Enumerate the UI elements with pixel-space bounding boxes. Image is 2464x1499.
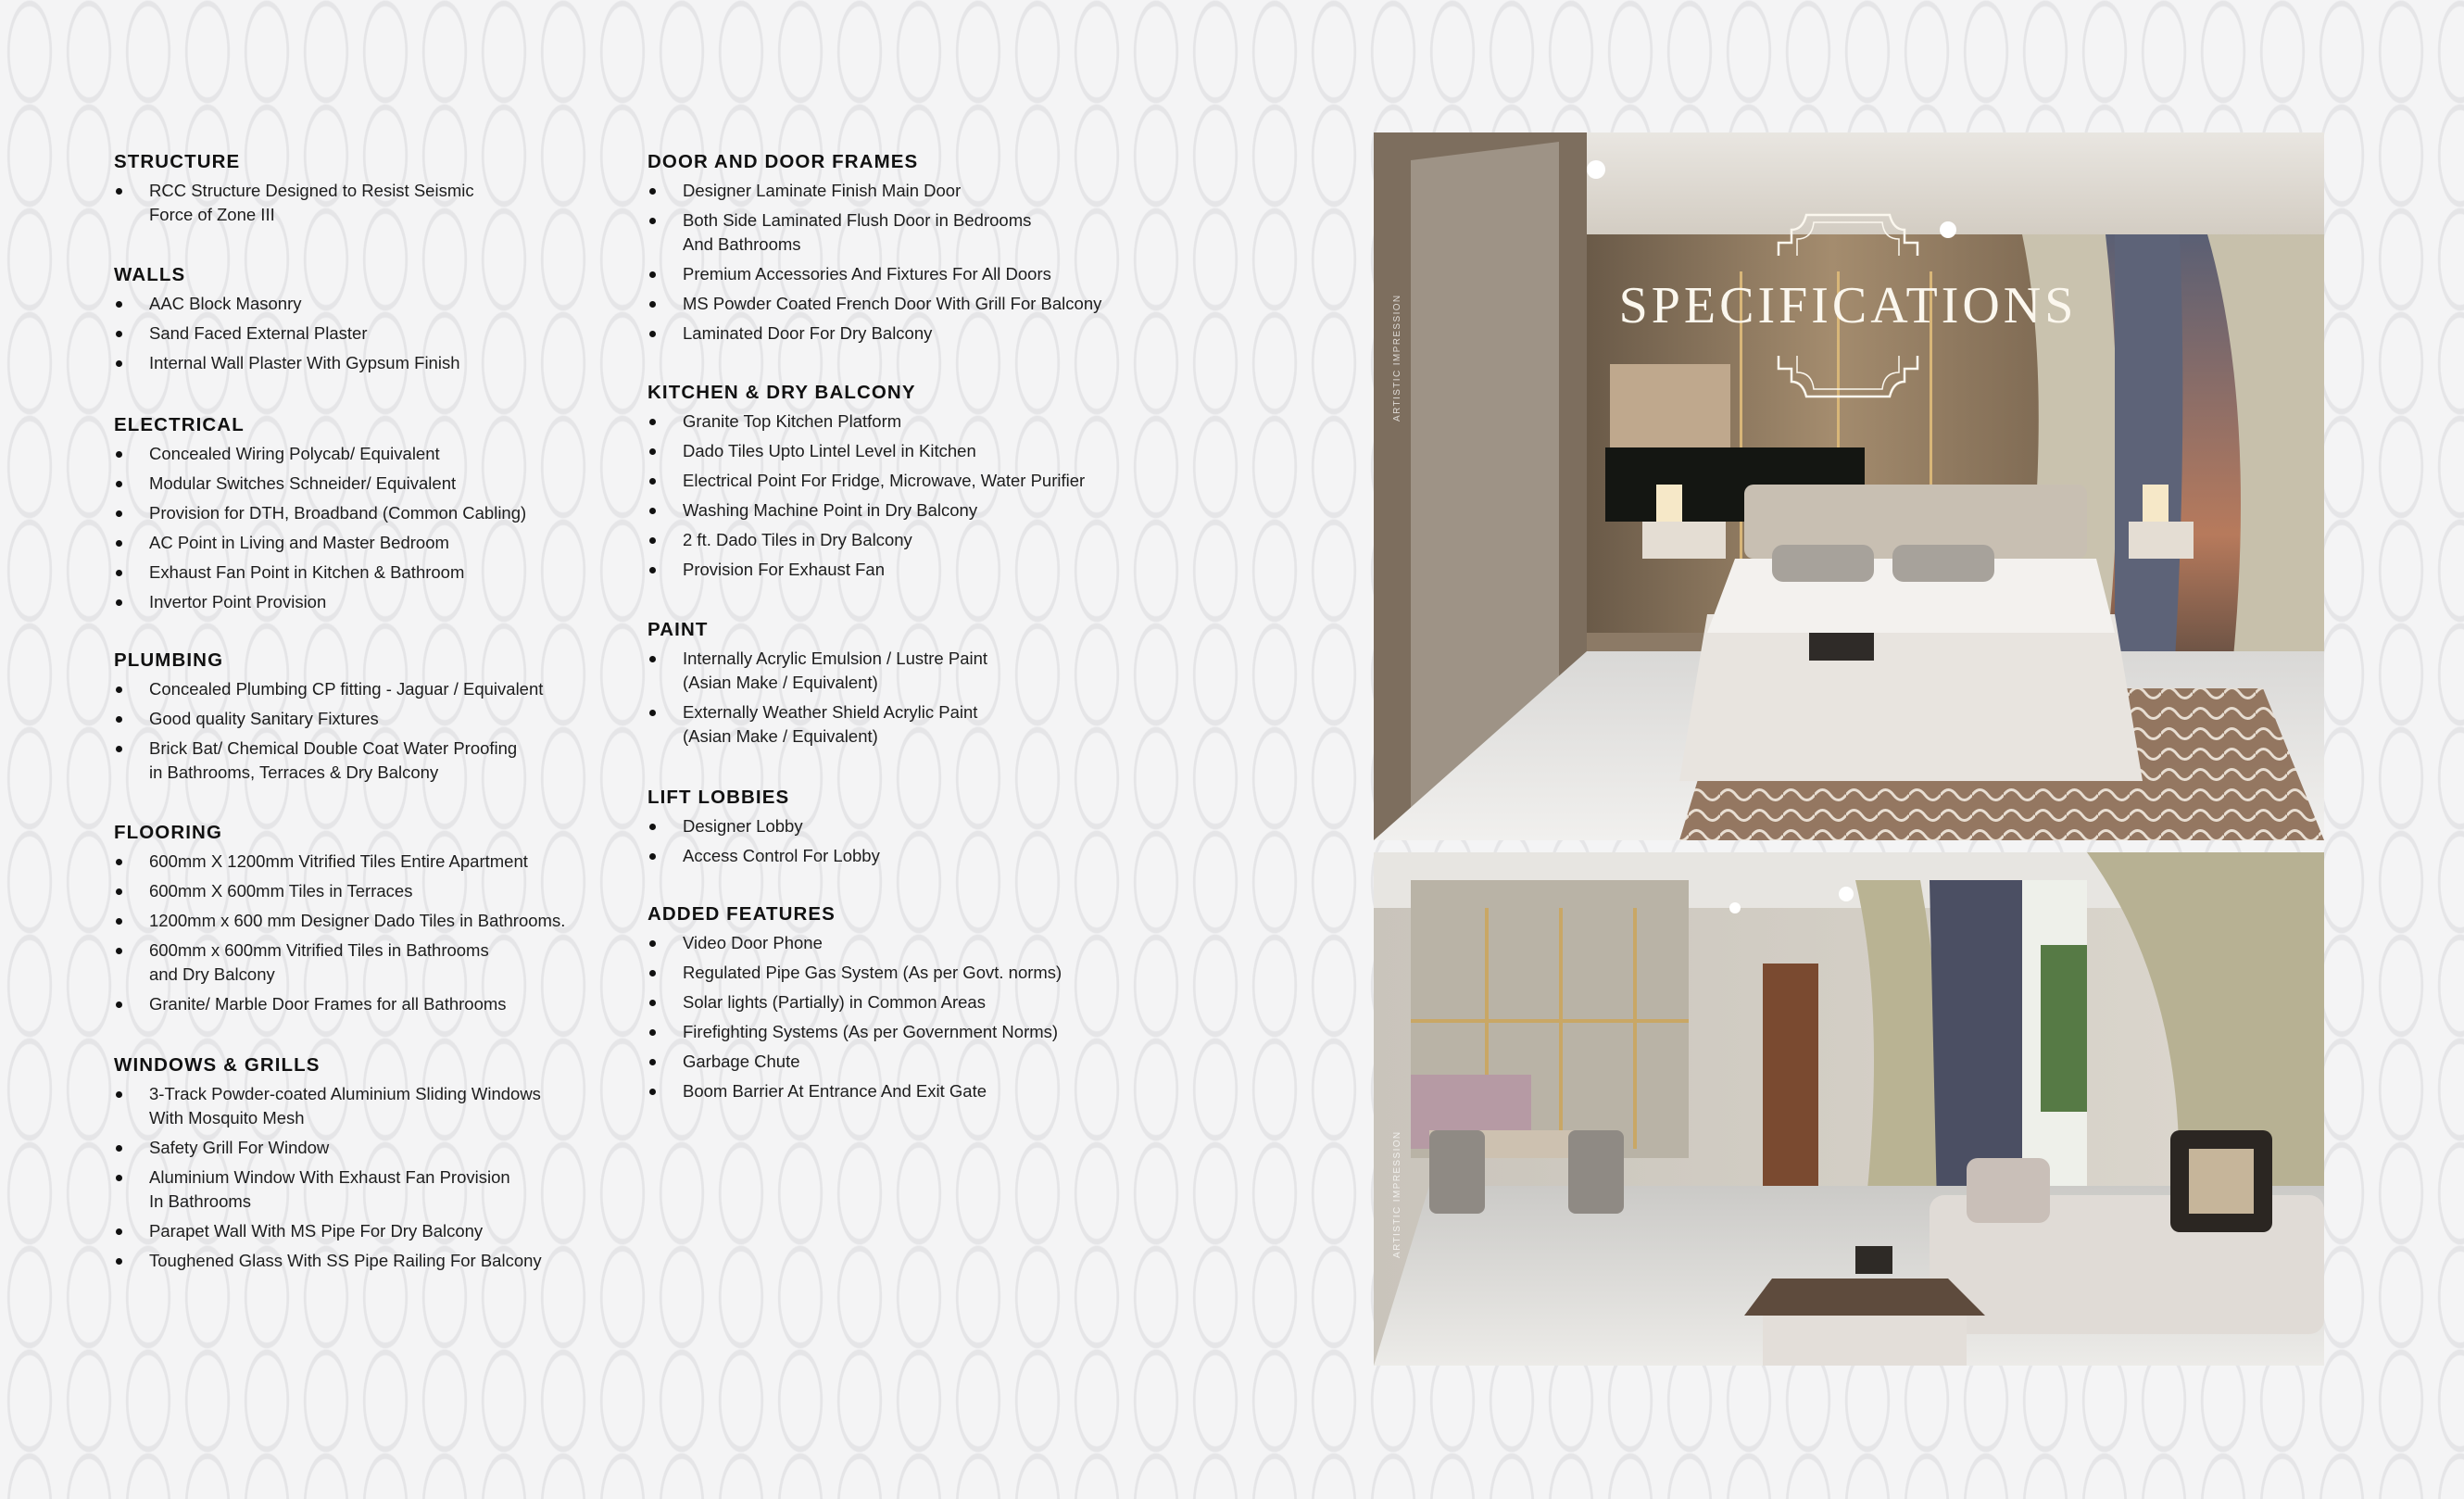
spec-item: Granite Top Kitchen Platform [647,409,1166,434]
spec-item: Garbage Chute [647,1050,1166,1074]
spec-item: RCC Structure Designed to Resist Seismic Force of Zone III [114,179,596,227]
spec-item: 600mm x 600mm Vitrified Tiles in Bathrooms and Dry Balcony [114,938,596,987]
spec-list [647,179,1166,346]
spec-list [114,179,596,227]
spec-list [114,677,596,785]
spec-item: Granite/ Marble Door Frames for all Bathrooms [114,992,596,1016]
spec-list [114,292,596,375]
spec-item: Solar lights (Partially) in Common Areas [647,990,1166,1014]
spec-item: Concealed Wiring Polycab/ Equivalent [114,442,596,466]
living-room-photo [1374,852,2324,1366]
spec-item: Dado Tiles Upto Lintel Level in Kitchen [647,439,1166,463]
spec-section-lift-lobbies [647,786,1166,874]
ornament-bottom [1769,345,1927,409]
spec-section-flooring [114,821,596,1022]
spec-item: Internally Acrylic Emulsion / Lustre Paint (Asian Make / Equivalent) [647,647,1166,695]
spec-list [647,409,1166,582]
spec-item: Boom Barrier At Entrance And Exit Gate [647,1079,1166,1103]
spec-item: Firefighting Systems (As per Government Norms) [647,1020,1166,1044]
spec-item: Parapet Wall With MS Pipe For Dry Balcony [114,1219,596,1243]
spec-item: Video Door Phone [647,931,1166,955]
spec-item: 600mm X 600mm Tiles in Terraces [114,879,596,903]
section-heading: ADDED FEATURES [647,903,836,925]
spec-item: Toughened Glass With SS Pipe Railing For Balcony [114,1249,596,1273]
spec-section-paint [647,618,1166,754]
spec-item: Both Side Laminated Flush Door in Bedrooms And Bathrooms [647,208,1166,257]
spec-list [114,850,596,1016]
page-title: SPECIFICATIONS [1618,277,2078,334]
section-heading: WINDOWS & GRILLS [114,1054,321,1076]
spec-item: Aluminium Window With Exhaust Fan Provision In Bathrooms [114,1165,596,1214]
spec-item: Regulated Pipe Gas System (As per Govt. norms) [647,961,1166,985]
spec-item: Provision for DTH, Broadband (Common Cabling) [114,501,596,525]
spec-list [647,931,1166,1103]
spec-item: Sand Faced External Plaster [114,321,596,346]
spec-item: Externally Weather Shield Acrylic Paint (Asian Make / Equivalent) [647,700,1166,749]
ornament-top [1769,202,1927,267]
spec-list [647,814,1166,868]
spec-item: MS Powder Coated French Door With Grill For Balcony [647,292,1166,316]
spec-section-walls [114,263,596,381]
spec-section-kitchen-dry-balcony [647,381,1166,587]
spec-item: 3-Track Powder-coated Aluminium Sliding Windows With Mosquito Mesh [114,1082,596,1130]
spec-item: 600mm X 1200mm Vitrified Tiles Entire Apartment [114,850,596,874]
spec-item: Exhaust Fan Point in Kitchen & Bathroom [114,561,596,585]
spec-list [647,647,1166,749]
spec-item: Designer Laminate Finish Main Door [647,179,1166,203]
living-room-illustration [1374,852,2324,1366]
spec-item: Modular Switches Schneider/ Equivalent [114,472,596,496]
spec-list [114,1082,596,1273]
spec-item: Invertor Point Provision [114,590,596,614]
section-heading: WALLS [114,264,186,285]
spec-section-door-and-door-frames [647,150,1166,351]
spec-item: Good quality Sanitary Fixtures [114,707,596,731]
spec-item: Washing Machine Point in Dry Balcony [647,498,1166,523]
spec-item: Designer Lobby [647,814,1166,838]
spec-item: Access Control For Lobby [647,844,1166,868]
spec-item: Laminated Door For Dry Balcony [647,321,1166,346]
spec-item: Brick Bat/ Chemical Double Coat Water Proofing in Bathrooms, Terraces & Dry Balcony [114,737,596,785]
section-heading: ELECTRICAL [114,414,245,435]
section-heading: DOOR AND DOOR FRAMES [647,151,919,172]
spec-item: Concealed Plumbing CP fitting - Jaguar / Equivalent [114,677,596,701]
spec-section-structure [114,150,596,233]
section-heading: PAINT [647,619,709,640]
spec-item: Provision For Exhaust Fan [647,558,1166,582]
spec-section-electrical [114,413,596,620]
photo-watermark-2: ARTISTIC IMPRESSION [1392,1130,1402,1258]
spec-item: Electrical Point For Fridge, Microwave, Water Purifier [647,469,1166,493]
spec-item: 1200mm x 600 mm Designer Dado Tiles in Bathrooms. [114,909,596,933]
spec-section-plumbing [114,649,596,790]
spec-item: Safety Grill For Window [114,1136,596,1160]
section-heading: KITCHEN & DRY BALCONY [647,382,916,403]
section-heading: STRUCTURE [114,151,241,172]
spec-item: AAC Block Masonry [114,292,596,316]
spec-item: Internal Wall Plaster With Gypsum Finish [114,351,596,375]
photo-watermark-1: ARTISTIC IMPRESSION [1392,294,1402,422]
spec-item: 2 ft. Dado Tiles in Dry Balcony [647,528,1166,552]
spec-list [114,442,596,614]
section-heading: LIFT LOBBIES [647,787,790,808]
spec-item: Premium Accessories And Fixtures For All Doors [647,262,1166,286]
spec-section-windows-grills [114,1053,596,1279]
spec-section-added-features [647,902,1166,1109]
spec-item: AC Point in Living and Master Bedroom [114,531,596,555]
section-heading: FLOORING [114,822,222,843]
section-heading: PLUMBING [114,649,224,671]
